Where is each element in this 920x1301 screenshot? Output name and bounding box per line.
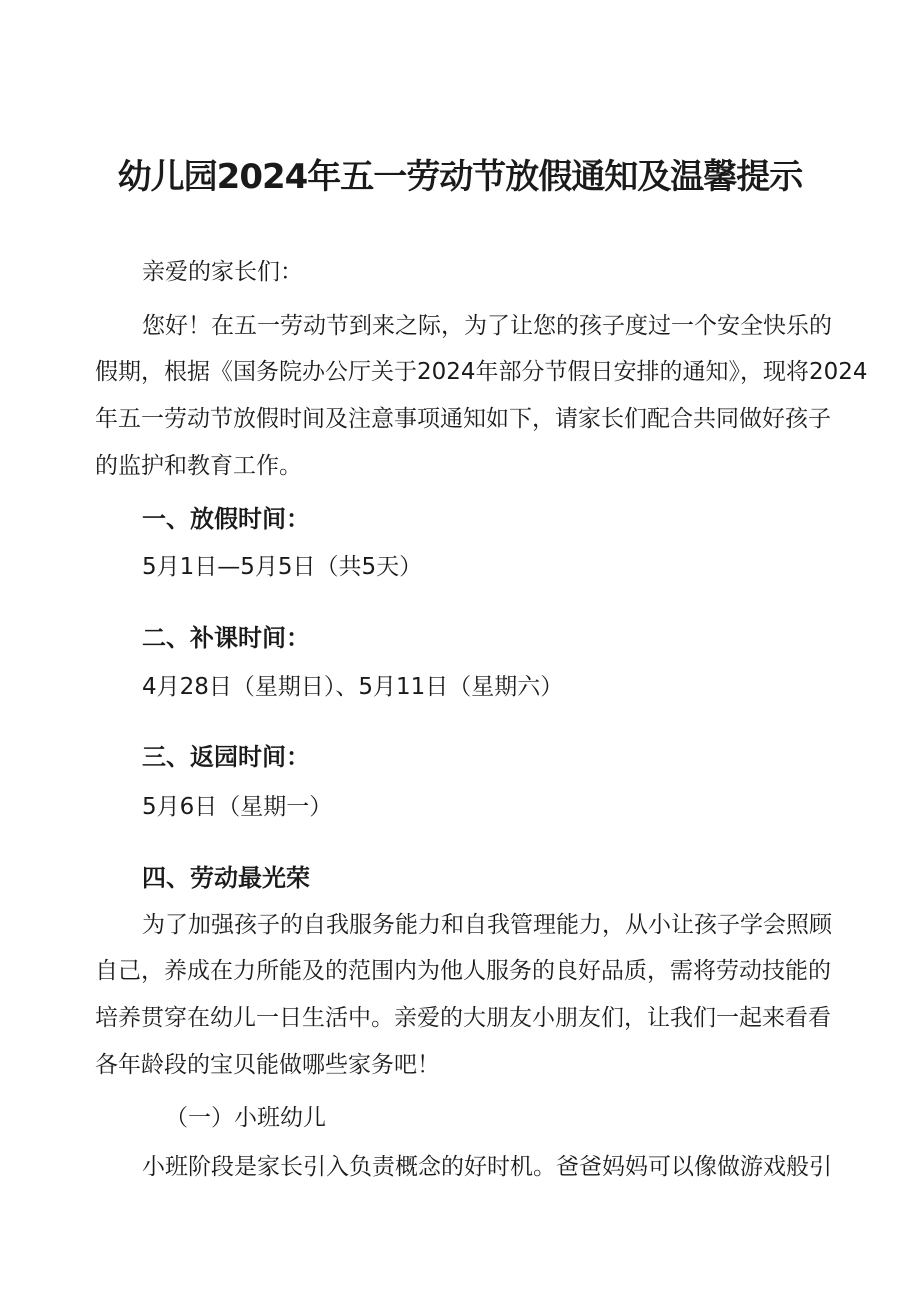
intro-line-3: 年五一劳动节放假时间及注意事项通知如下，请家长们配合共同做好孩子 bbox=[95, 406, 831, 432]
section-1-text: 5月1日—5月5日（共5天） bbox=[142, 554, 423, 580]
intro-line-4: 的监护和教育工作。 bbox=[95, 453, 302, 479]
subsection-heading: （一）小班幼儿 bbox=[165, 1105, 326, 1131]
section-4-line-2: 自己，养成在力所能及的范围内为他人服务的良好品质，需将劳动技能的 bbox=[95, 958, 831, 984]
document-title: 幼儿园2024年五一劳动节放假通知及温馨提示 bbox=[117, 157, 803, 197]
section-3-text: 5月6日（星期一） bbox=[142, 794, 333, 820]
intro-line-1: 您好！在五一劳动节到来之际，为了让您的孩子度过一个安全快乐的 bbox=[142, 313, 832, 339]
subsection-text: 小班阶段是家长引入负责概念的好时机。爸爸妈妈可以像做游戏般引 bbox=[142, 1154, 832, 1180]
section-4-line-4: 各年龄段的宝贝能做哪些家务吧！ bbox=[95, 1052, 440, 1078]
section-3-heading: 三、返园时间： bbox=[142, 743, 310, 771]
section-2-text: 4月28日（星期日）、5月11日（星期六） bbox=[142, 674, 564, 700]
greeting: 亲爱的家长们： bbox=[142, 259, 303, 285]
section-1-heading: 一、放假时间： bbox=[142, 505, 310, 533]
section-4-line-1: 为了加强孩子的自我服务能力和自我管理能力，从小让孩子学会照顾 bbox=[142, 912, 832, 938]
section-4-heading: 四、劳动最光荣 bbox=[142, 864, 310, 892]
section-2-heading: 二、补课时间： bbox=[142, 624, 310, 652]
section-4-line-3: 培养贯穿在幼儿一日生活中。亲爱的大朋友小朋友们，让我们一起来看看 bbox=[95, 1005, 831, 1031]
intro-line-2: 假期，根据《国务院办公厅关于2024年部分节假日安排的通知》，现将2024 bbox=[95, 359, 868, 385]
